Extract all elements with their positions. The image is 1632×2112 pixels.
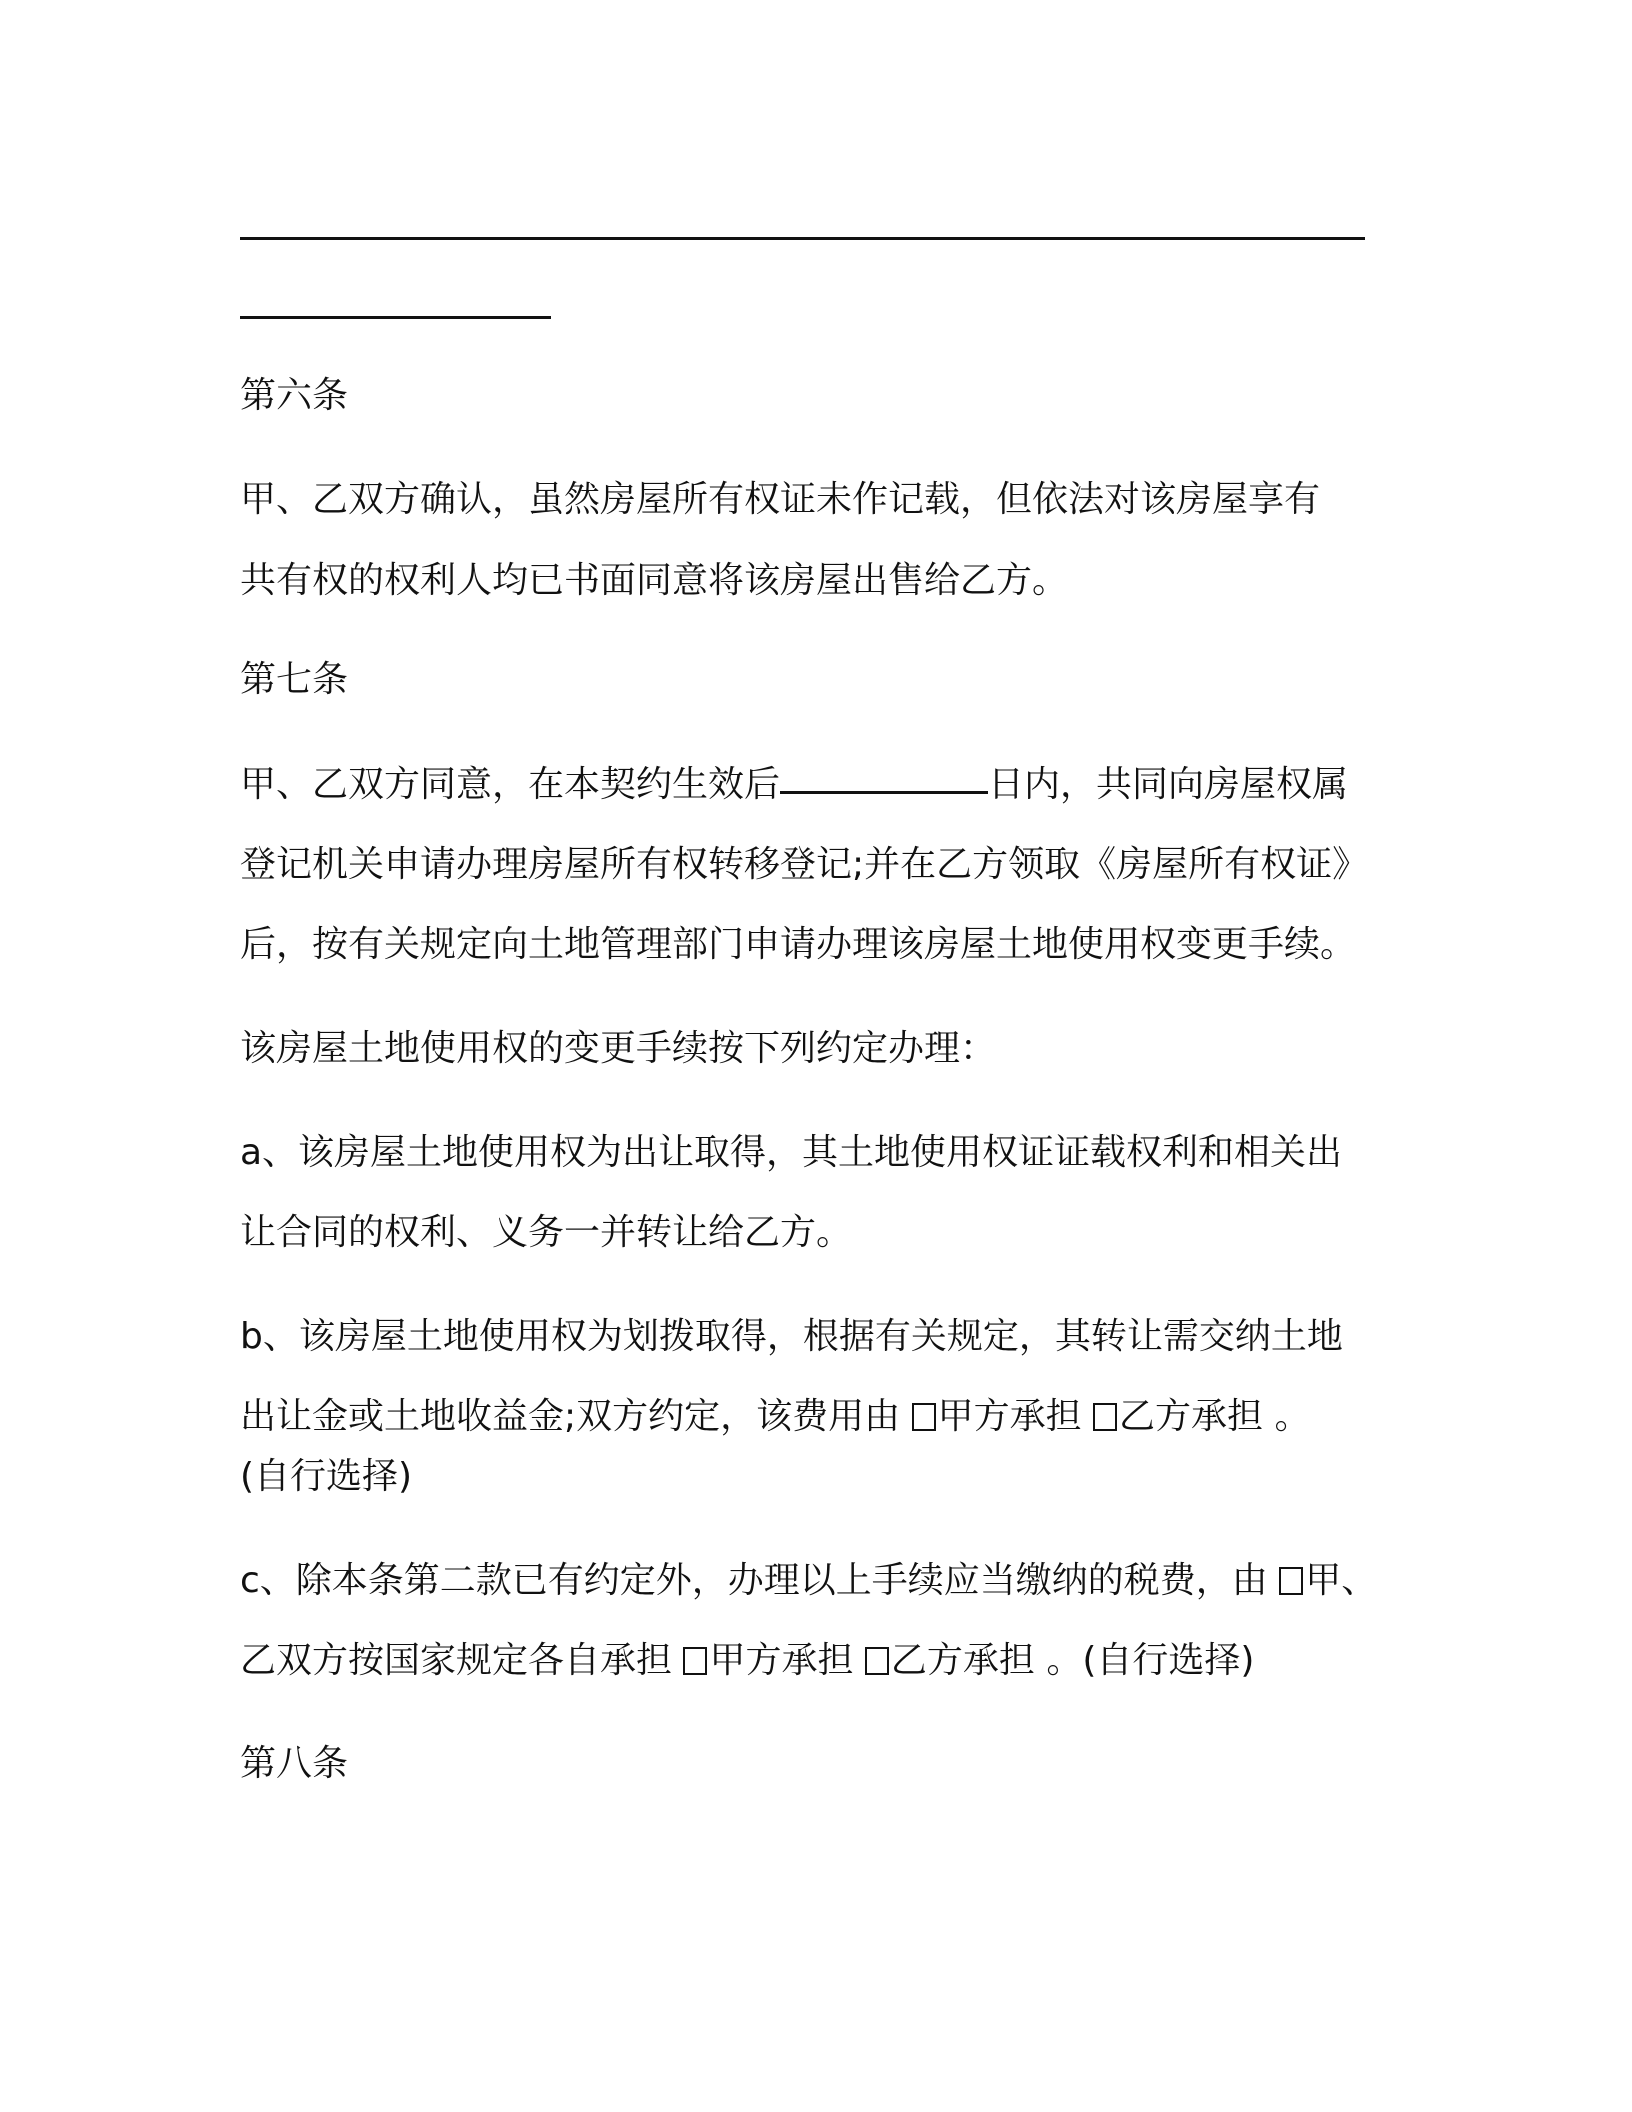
item-b-line-3: (自行选择) [240, 1456, 413, 1497]
article-7-line-1-post: 日内，共同向房屋权属 [988, 764, 1349, 805]
item-b-checkbox-party-b[interactable] [1093, 1403, 1117, 1431]
item-c-line-2-pre: 乙双方按国家规定各自承担 [240, 1640, 684, 1681]
item-c-line-1 [240, 1557, 1377, 1605]
item-b-line-2-pre: 出让金或土地收益金;双方约定，该费用由 [240, 1396, 912, 1437]
item-a-line-1: a、该房屋土地使用权为出让取得，其土地使用权证证载权利和相关出 [240, 1132, 1343, 1173]
days-blank-field[interactable] [780, 789, 988, 794]
article-7-line-3: 后，按有关规定向土地管理部门申请办理该房屋土地使用权变更手续。 [240, 924, 1357, 965]
item-b-line-2 [240, 1393, 1310, 1441]
item-c-line-2 [240, 1637, 1254, 1685]
article-7-line-1 [240, 761, 1348, 809]
item-a-line-2: 让合同的权利、义务一并转让给乙方。 [240, 1212, 853, 1253]
article-7-line-2: 登记机关申请办理房屋所有权转移登记;并在乙方领取《房屋所有权证》 [240, 844, 1369, 885]
item-c-line-1-pre: c、除本条第二款已有约定外，办理以上手续应当缴纳的税费，由 [240, 1560, 1280, 1601]
item-b-line-1: b、该房屋土地使用权为划拨取得，根据有关规定，其转让需交纳土地 [240, 1316, 1343, 1357]
article-6-paragraph-line-1: 甲、乙双方确认，虽然房屋所有权证未作记载，但依法对该房屋享有 [240, 479, 1321, 520]
item-b-option-party-a: 甲方承担 [937, 1396, 1094, 1437]
article-7-line-4: 该房屋土地使用权的变更手续按下列约定办理： [240, 1028, 997, 1069]
article-6-paragraph-line-2: 共有权的权利人均已书面同意将该房屋出售给乙方。 [240, 560, 1069, 601]
item-c-checkbox-both-parties[interactable] [1279, 1567, 1303, 1595]
item-c-option-party-a: 甲方承担 [709, 1640, 865, 1681]
item-c-option-party-b: 乙方承担 。(自行选择) [890, 1640, 1255, 1681]
item-c-checkbox-party-b[interactable] [865, 1647, 889, 1675]
item-c-checkbox-party-a[interactable] [683, 1647, 707, 1675]
article-7-heading: 第七条 [240, 659, 349, 700]
article-8-heading: 第八条 [240, 1743, 349, 1784]
item-c-option-both: 甲、 [1305, 1560, 1378, 1601]
item-b-checkbox-party-a[interactable] [912, 1403, 936, 1431]
article-6-heading: 第六条 [240, 375, 349, 416]
item-b-option-party-b: 乙方承担 。 [1119, 1396, 1311, 1437]
article-7-line-1-pre: 甲、乙双方同意，在本契约生效后 [240, 764, 781, 805]
blank-fill-line-short [240, 316, 551, 319]
blank-fill-line-long [240, 237, 1365, 240]
